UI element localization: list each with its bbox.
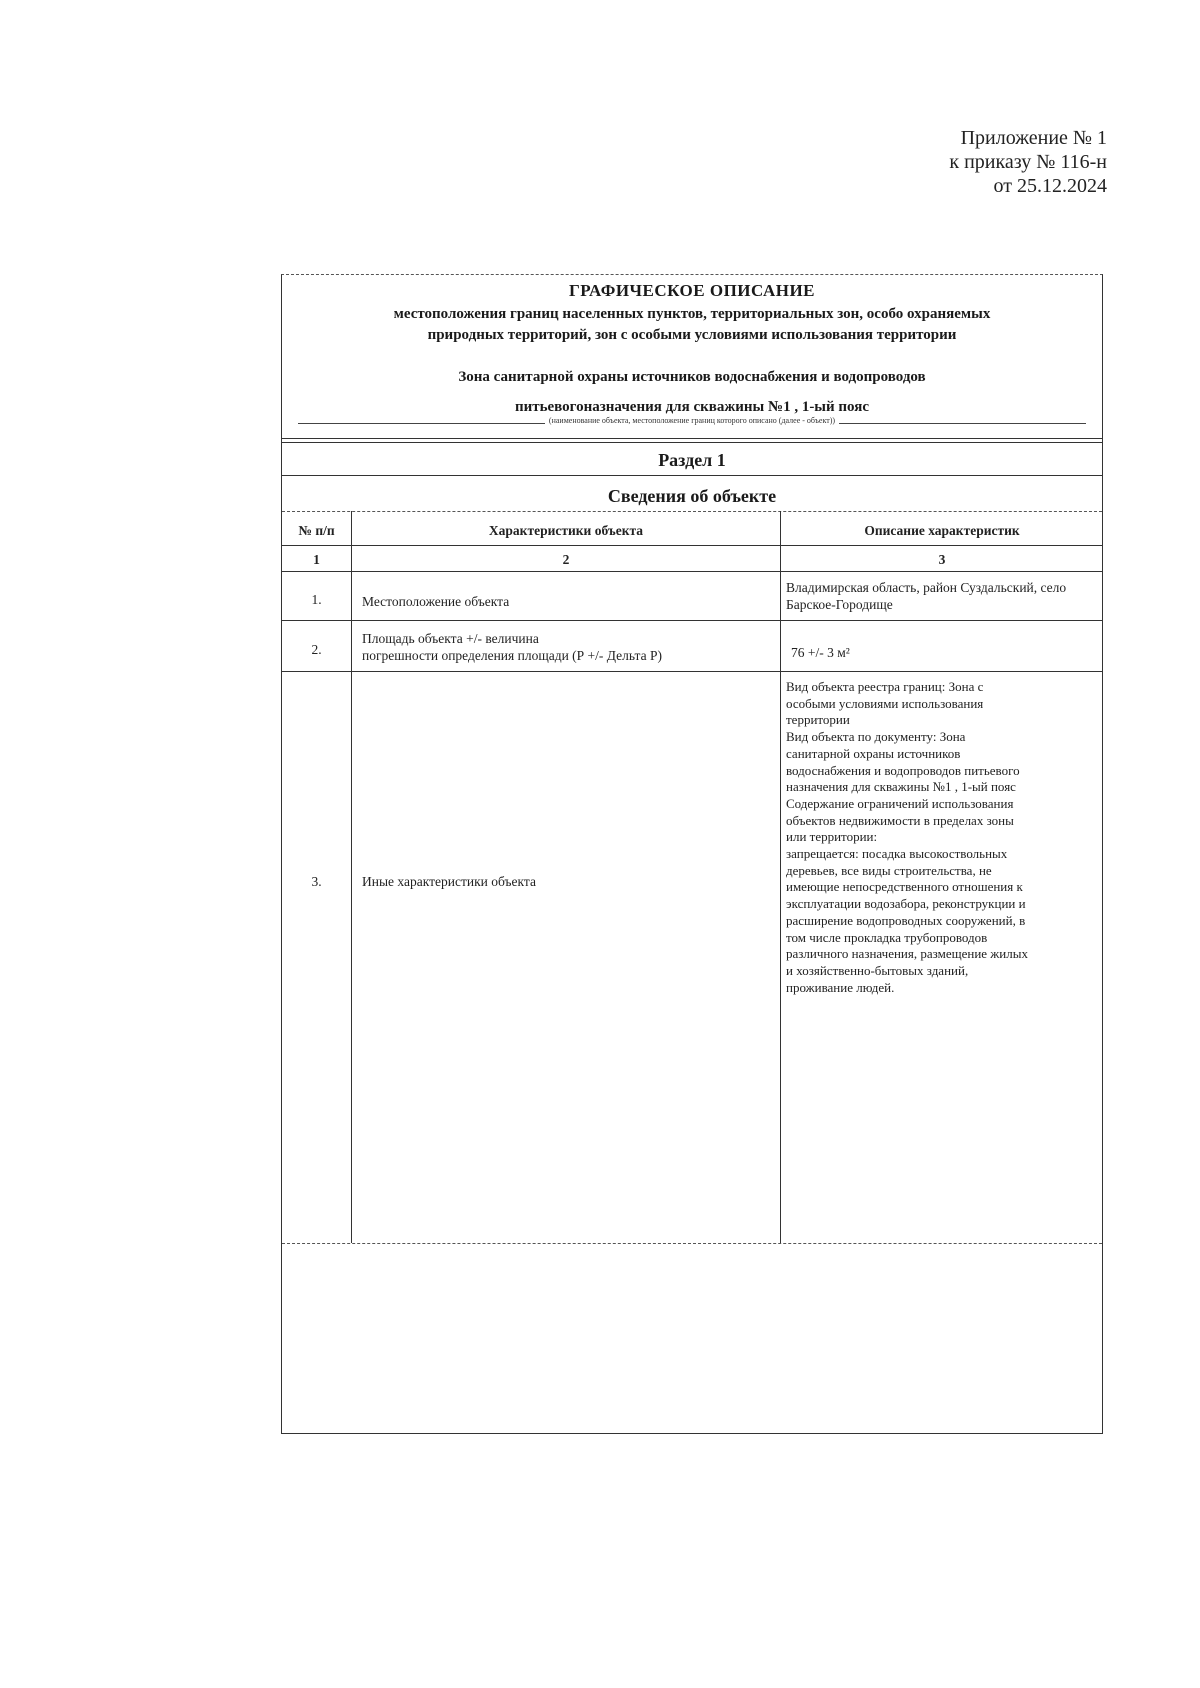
object-name-line-1: Зона санитарной охраны источников водоснабжения и водопроводов — [458, 369, 926, 385]
table-header-num: № п/п — [298, 523, 335, 538]
object-name-line-2: питьевогоназначения для скважины №1 , 1-ый пояс — [514, 399, 870, 415]
order-date: от 25.12.2024 — [993, 175, 1107, 197]
form-frame — [281, 274, 1103, 1434]
table-row-2-characteristic-line-1: Площадь объекта +/- величина — [362, 631, 539, 646]
divider-top-section — [282, 438, 1102, 439]
object-name — [282, 362, 1102, 422]
table-header-divider — [282, 545, 1102, 546]
table-header-characteristic: Характеристики объекта — [488, 523, 644, 538]
divider-section-subtitle — [282, 511, 1102, 512]
table-row-1-num: 1. — [311, 592, 322, 607]
table-row-3-characteristic: Иные характеристики объекта — [362, 874, 536, 889]
order-reference: к приказу № 116-н — [949, 151, 1107, 173]
document-title: ГРАФИЧЕСКОЕ ОПИСАНИЕ — [568, 281, 816, 300]
table-row-3-description: Вид объекта реестра границ: Зона с особыми условиями использования территории Вид объекта по документу: Зона санитарной охраны источников водоснабжения и водопроводов питьевого назначения для скважины №1 , 1-ый пояс Содержание ограничений использования объектов недвижимости в пределах зоны или территории: запрещается: посадка высокоствольных деревьев, все виды строительства, не имеющие непосредственного отношения к эксплуатации водозабора, реконструкции и расширение водопроводных сооружений, в том числе прокладка трубопроводов различного назначения, размещение жилых и хозяйственно-бытовых зданий, проживание людей. — [786, 679, 1028, 995]
subtitle-line-1: местоположения границ населенных пунктов, территориальных зон, особо охраняемых — [393, 306, 991, 322]
table-row-2-characteristic — [362, 630, 772, 664]
table-colnum-divider — [282, 571, 1102, 572]
document-subtitle — [282, 304, 1102, 346]
table-header-description: Описание характеристик — [864, 523, 1020, 538]
object-caption — [282, 416, 1102, 425]
appendix-header — [949, 126, 1107, 198]
divider-top-section-2 — [282, 442, 1102, 443]
section-title: Раздел 1 — [658, 450, 726, 470]
table-row-3-num: 3. — [311, 874, 322, 889]
column-number-2: 2 — [562, 552, 570, 567]
table-row-1-characteristic: Местоположение объекта — [362, 594, 510, 609]
appendix-number: Приложение № 1 — [960, 127, 1107, 149]
table-row-1-description: Владимирская область, район Суздальский, село Барское-Городище — [786, 580, 1067, 612]
object-caption-text: (наименование объекта, местоположение границ которого описано (далее - объект)) — [545, 416, 839, 425]
table-bottom-divider — [282, 1243, 1102, 1244]
table-row-1-divider — [282, 620, 1102, 621]
column-number-3: 3 — [938, 552, 946, 567]
divider-section-title — [282, 475, 1102, 476]
table-row-2-characteristic-line-2: погрешности определения площади (Р +/- Дельта Р) — [362, 648, 662, 663]
table-row-2-description: 76 +/- 3 м² — [791, 645, 850, 660]
table-row-2-num — [282, 641, 351, 658]
subtitle-line-2: природных территорий, зон с особыми условиями использования территории — [427, 327, 957, 343]
section-subtitle: Сведения об объекте — [607, 486, 777, 506]
column-number-1: 1 — [313, 552, 320, 567]
table-row-2-divider — [282, 671, 1102, 672]
table-row-2-num-text: 2. — [311, 642, 322, 657]
